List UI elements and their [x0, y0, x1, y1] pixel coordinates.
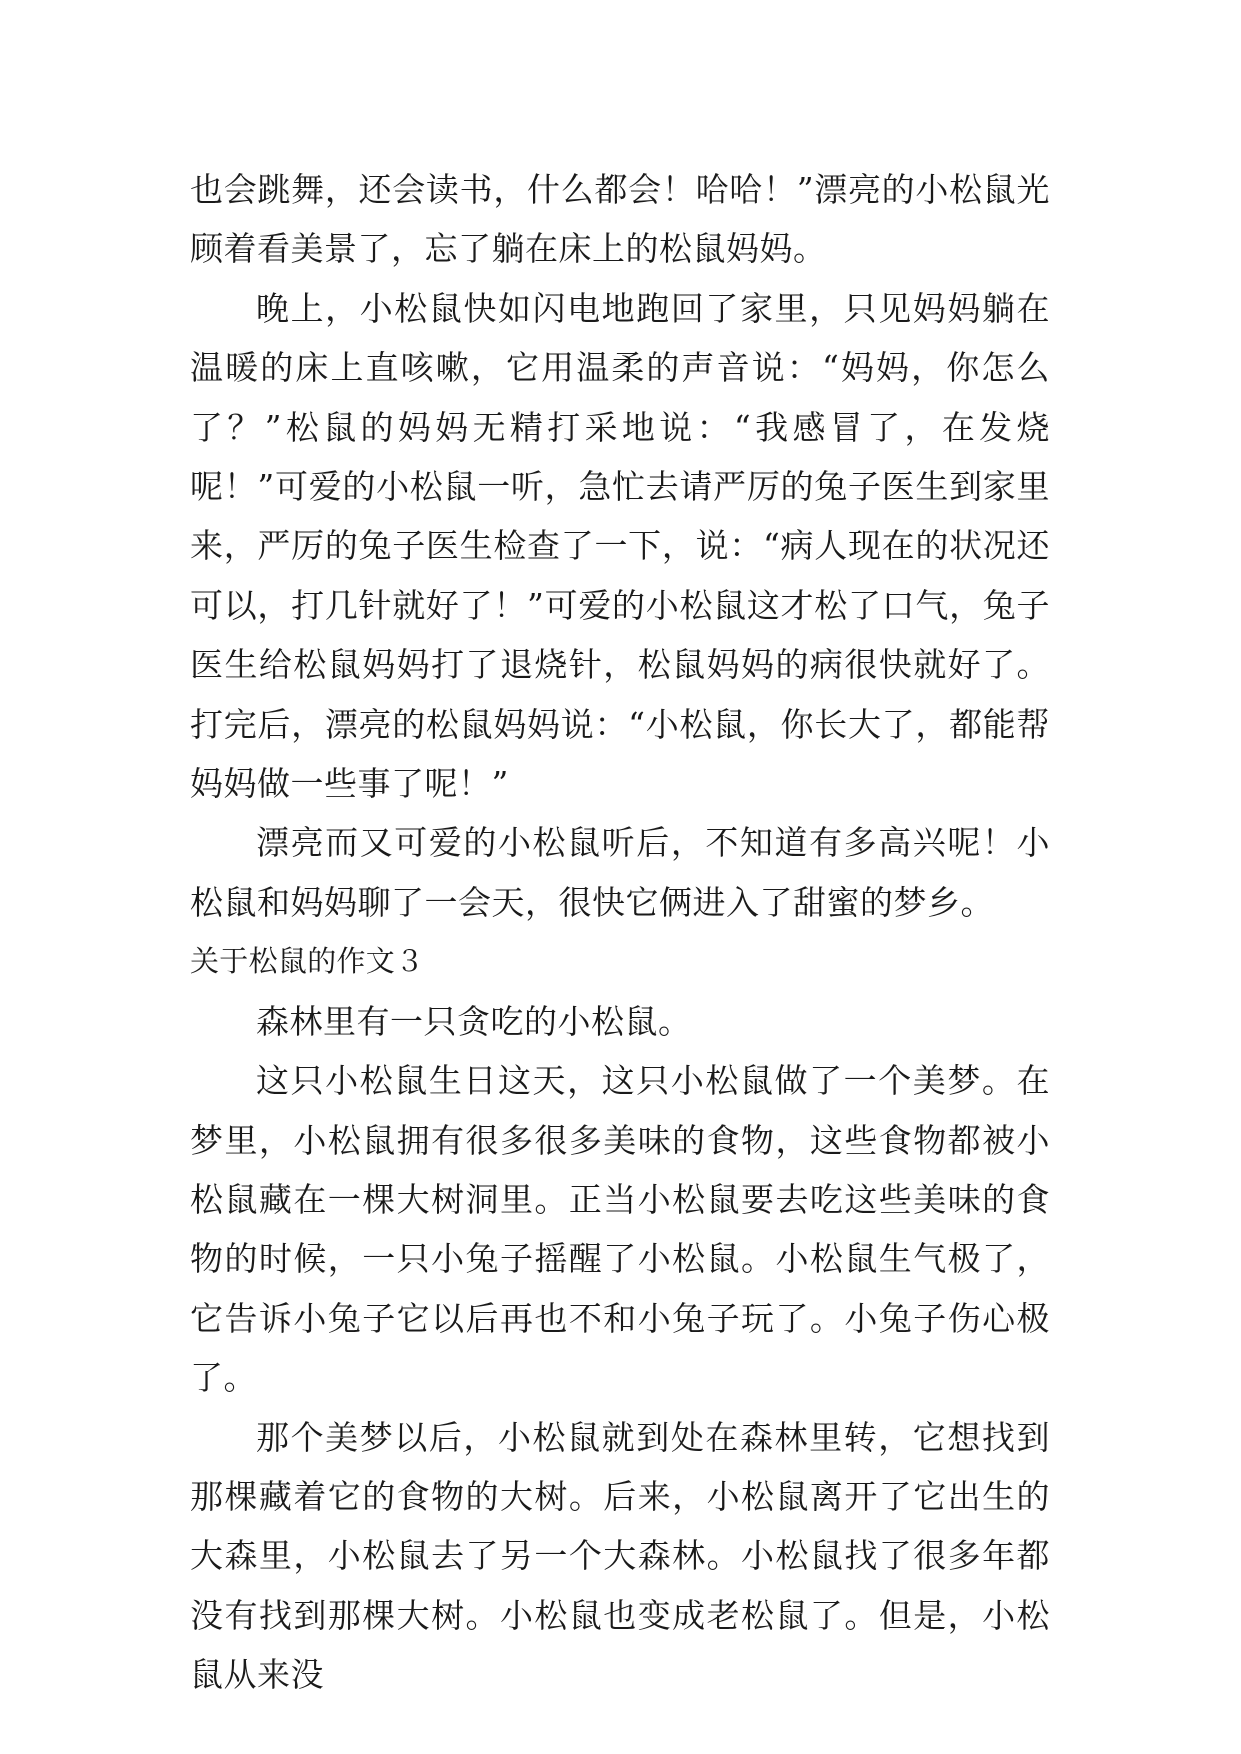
paragraph: 森林里有一只贪吃的小松鼠。	[256, 1001, 692, 1041]
paragraph-continuation: 也会跳舞，还会读书，什么都会！哈哈！”漂亮的小松鼠光顾着看美景了，忘了躺在床上的松鼠妈妈。	[190, 170, 1050, 269]
section-title: 关于松鼠的作文３	[190, 944, 425, 979]
paragraph: 那个美梦以后，小松鼠就到处在森林里转，它想找到那棵藏着它的食物的大树。后来，小松鼠离开了它出生的大森里，小松鼠去了另一个大森林。小松鼠找了很多年都没有找到那棵大树。小松鼠也变成老松鼠了。但是，小松鼠从来没	[190, 1417, 1050, 1695]
paragraph: 这只小松鼠生日这天，这只小松鼠做了一个美梦。在梦里，小松鼠拥有很多很多美味的食物，这些食物都被小松鼠藏在一棵大树洞里。正当小松鼠要去吃这些美味的食物的时候，一只小兔子摇醒了小松鼠。小松鼠生气极了，它告诉小兔子它以后再也不和小兔子玩了。小兔子伤心极了。	[190, 1061, 1050, 1398]
document-body	[190, 160, 1050, 1705]
paragraph: 漂亮而又可爱的小松鼠听后，不知道有多高兴呢！小松鼠和妈妈聊了一会天，很快它俩进入了甜蜜的梦乡。	[190, 823, 1050, 922]
paragraph: 晚上，小松鼠快如闪电地跑回了家里，只见妈妈躺在温暖的床上直咳嗽，它用温柔的声音说：“妈妈，你怎么了？”松鼠的妈妈无精打采地说：“我感冒了，在发烧呢！”可爱的小松鼠一听，急忙去请严厉的兔子医生到家里来，严厉的兔子医生检查了一下，说：“病人现在的状况还可以，打几针就好了！”可爱的小松鼠这才松了口气，兔子医生给松鼠妈妈打了退烧针，松鼠妈妈的病很快就好了。打完后，漂亮的松鼠妈妈说：“小松鼠，你长大了，都能帮妈妈做一些事了呢！”	[190, 288, 1050, 804]
